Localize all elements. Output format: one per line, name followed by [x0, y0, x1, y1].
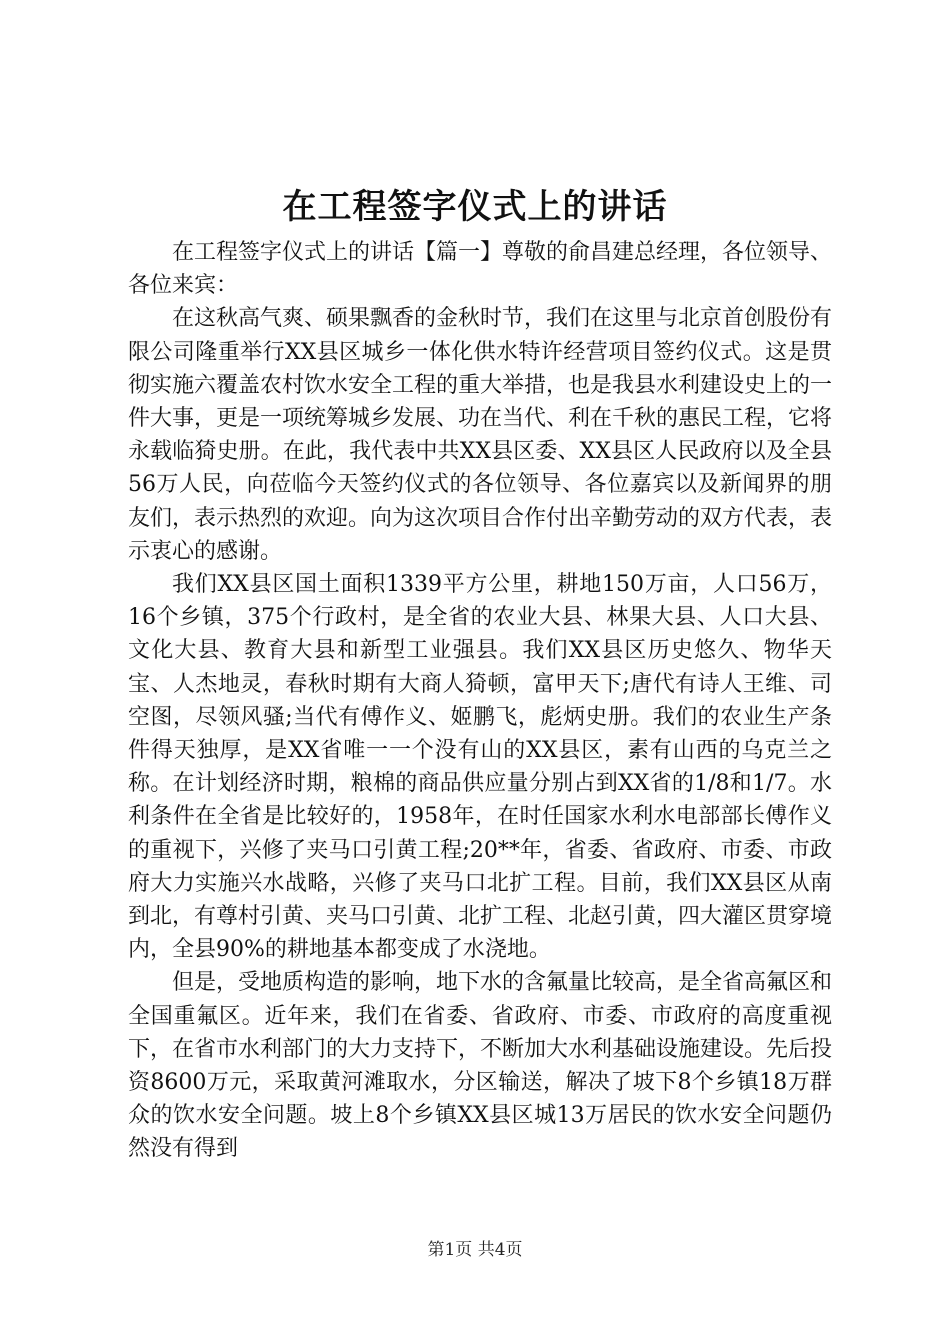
paragraph-greeting: 在工程签字仪式上的讲话【篇一】尊敬的俞昌建总经理，各位领导、各位来宾：	[128, 240, 833, 299]
document-title: 在工程签字仪式上的讲话	[282, 187, 668, 227]
paragraph-water-problem: 但是，受地质构造的影响，地下水的含氟量比较高，是全省高氟区和全国重氟区。近年来，我们在省委、省政府、市委、市政府的高度重视下，在省市水利部门的大力支持下，不断加大水利基础设施建设。先后投资8600万元，采取黄河滩取水，分区输送，解决了坡下8个乡镇18万群众的饮水安全问题。坡上8个乡镇XX县区城13万居民的饮水安全问题仍然没有得到	[128, 970, 833, 1162]
document-body	[128, 236, 832, 1166]
page-number-footer: 第1页 共4页	[427, 1240, 523, 1260]
paragraph-welcome: 在这秋高气爽、硕果飘香的金秋时节，我们在这里与北京首创股份有限公司隆重举行XX县区城乡一体化供水特许经营项目签约仪式。这是贯彻实施六覆盖农村饮水安全工程的重大举措，也是我县水利建设史上的一件大事，更是一项统筹城乡发展、功在当代、利在千秋的惠民工程，它将永载临猗史册。在此，我代表中共XX县区委、XX县区人民政府以及全县56万人民，向莅临今天签约仪式的各位领导、各位嘉宾以及新闻界的朋友们，表示热烈的欢迎。向为这次项目合作付出辛勤劳动的双方代表，表示衷心的感谢。	[128, 306, 833, 564]
paragraph-county-overview: 我们XX县区国土面积1339平方公里，耕地150万亩，人口56万，16个乡镇，375个行政村，是全省的农业大县、林果大县、人口大县、文化大县、教育大县和新型工业强县。我们XX县区历史悠久、物华天宝、人杰地灵，春秋时期有大商人猗顿，富甲天下;唐代有诗人王维、司空图，尽领风骚;当代有傅作义、姬鹏飞，彪炳史册。我们的农业生产条件得天独厚，是XX省唯一一个没有山的XX县区，素有山西的乌克兰之称。在计划经济时期，粮棉的商品供应量分别占到XX省的1/8和1/7。水利条件在全省是比较好的，1958年，在时任国家水利水电部部长傅作义的重视下，兴修了夹马口引黄工程;20**年，省委、省政府、市委、市政府大力实施兴水战略，兴修了夹马口北扩工程。目前，我们XX县区从南到北，有尊村引黄、夹马口引黄、北扩工程、北赵引黄，四大灌区贯穿境内，全县90%的耕地基本都变成了水浇地。	[128, 572, 833, 963]
